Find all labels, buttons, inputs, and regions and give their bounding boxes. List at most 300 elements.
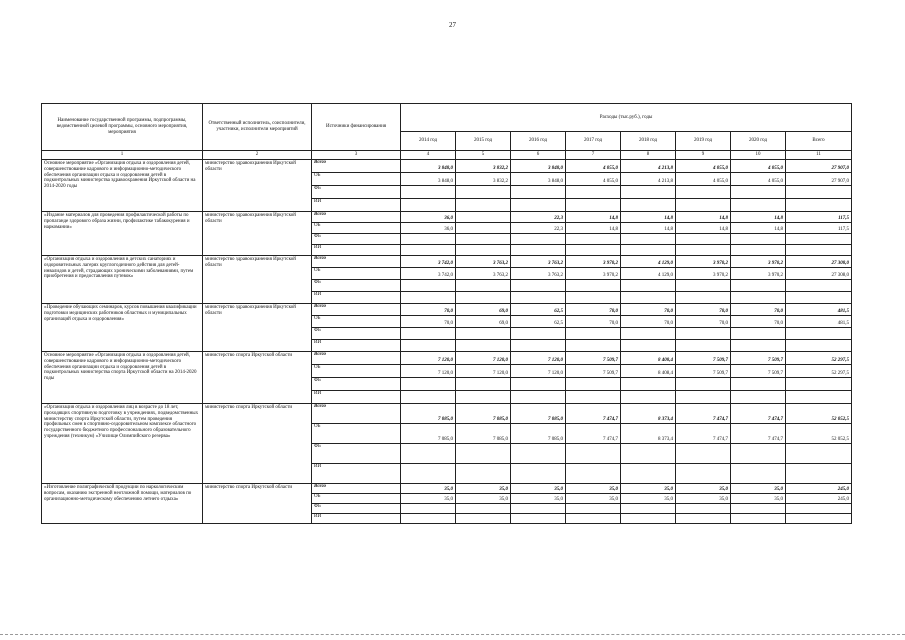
amount-cell: 4 055,0 bbox=[676, 160, 731, 173]
amount-cell bbox=[401, 464, 456, 484]
amount-cell: 7 085,0 bbox=[401, 404, 456, 424]
amount-total: 245,0 bbox=[786, 484, 852, 494]
amount-cell bbox=[566, 199, 621, 212]
amount-cell bbox=[676, 504, 731, 514]
amount-cell bbox=[731, 292, 786, 304]
amount-cell bbox=[401, 245, 456, 256]
funding-source: ФБ bbox=[312, 328, 401, 340]
funding-source: ИИ bbox=[312, 199, 401, 212]
amount-cell: 7 120,0 bbox=[456, 352, 511, 365]
amount-cell: 7 474,7 bbox=[676, 424, 731, 444]
activity-name: «Издание материалов для проведения профилактической работы по пропаганде здорового образа жизни, профилактике табакокурения и наркомании» bbox=[42, 212, 203, 256]
activity-name: «Организация отдыха и оздоровления лиц в возрасте до 18 лет, проходящих спортивную подготовку в учреждениях, подведомственных министерству спорта Иркутской области, путем проведения профильных смен в спортивно-оздоровительном комплексе областного государственного бюджетного профессионального образовательного учреждения (техникум) «Училище Олимпийского резерва» bbox=[42, 404, 203, 484]
amount-cell: 70,0 bbox=[731, 304, 786, 316]
amount-cell: 14,8 bbox=[566, 212, 621, 223]
funding-source: ИИ bbox=[312, 245, 401, 256]
amount-total bbox=[786, 328, 852, 340]
amount-cell bbox=[731, 464, 786, 484]
amount-cell: 35,0 bbox=[676, 494, 731, 504]
column-number: 9 bbox=[676, 151, 731, 160]
amount-total bbox=[786, 514, 852, 524]
table-row bbox=[42, 352, 852, 365]
amount-cell bbox=[676, 292, 731, 304]
funding-source: ИИ bbox=[312, 340, 401, 352]
amount-cell bbox=[676, 391, 731, 404]
amount-cell: 7 509,7 bbox=[566, 352, 621, 365]
amount-cell bbox=[456, 391, 511, 404]
amount-cell: 35,0 bbox=[401, 484, 456, 494]
amount-cell bbox=[511, 328, 566, 340]
funding-source: ФБ bbox=[312, 280, 401, 292]
amount-cell bbox=[511, 444, 566, 464]
table-row bbox=[42, 404, 852, 424]
amount-cell bbox=[456, 223, 511, 234]
executor: министерство здравоохранения Иркутской области bbox=[203, 160, 312, 212]
amount-cell: 8 373,4 bbox=[621, 424, 676, 444]
funding-source: ОБ bbox=[312, 494, 401, 504]
amount-cell: 7 474,7 bbox=[731, 404, 786, 424]
amount-total: 52 052,5 bbox=[786, 424, 852, 444]
funding-source: ФБ bbox=[312, 186, 401, 199]
amount-cell bbox=[401, 199, 456, 212]
amount-cell: 70,0 bbox=[401, 316, 456, 328]
amount-total: 245,0 bbox=[786, 494, 852, 504]
amount-cell bbox=[456, 504, 511, 514]
amount-total: 27 907,0 bbox=[786, 160, 852, 173]
amount-cell bbox=[456, 328, 511, 340]
amount-cell: 3 970,2 bbox=[566, 268, 621, 280]
amount-cell bbox=[456, 245, 511, 256]
amount-cell: 35,0 bbox=[731, 484, 786, 494]
amount-cell bbox=[511, 292, 566, 304]
amount-cell bbox=[676, 444, 731, 464]
amount-cell: 8 373,4 bbox=[621, 404, 676, 424]
amount-cell bbox=[731, 391, 786, 404]
amount-cell bbox=[621, 464, 676, 484]
amount-cell bbox=[566, 280, 621, 292]
budget-table bbox=[41, 103, 852, 524]
amount-cell bbox=[676, 199, 731, 212]
header-year: 2019 год bbox=[676, 132, 731, 151]
amount-cell: 7 474,7 bbox=[566, 424, 621, 444]
page-number: 27 bbox=[449, 21, 456, 29]
amount-cell bbox=[511, 514, 566, 524]
executor: министерство здравоохранения Иркутской области bbox=[203, 256, 312, 304]
amount-cell: 7 085,0 bbox=[511, 424, 566, 444]
activity-name: «Организация отдыха и оздоровления в детских санаториях и оздоровительных лагерях круглогодичного действия для детей-инвалидов и детей, страдающих хроническими заболеваниями, путем приобретения и предоставления путевок» bbox=[42, 256, 203, 304]
funding-source: ФБ bbox=[312, 504, 401, 514]
amount-cell bbox=[511, 245, 566, 256]
amount-cell: 14,8 bbox=[566, 223, 621, 234]
amount-cell: 70,0 bbox=[401, 304, 456, 316]
amount-cell bbox=[566, 391, 621, 404]
amount-cell bbox=[621, 280, 676, 292]
header-source: Источники финансирования bbox=[312, 104, 401, 151]
amount-cell: 35,0 bbox=[566, 484, 621, 494]
amount-cell: 3 848,0 bbox=[401, 160, 456, 173]
amount-cell: 35,0 bbox=[456, 484, 511, 494]
amount-cell bbox=[621, 378, 676, 391]
amount-total: 52 297,5 bbox=[786, 352, 852, 365]
amount-cell: 4 055,0 bbox=[566, 173, 621, 186]
amount-total bbox=[786, 444, 852, 464]
amount-cell: 7 120,0 bbox=[511, 365, 566, 378]
amount-total bbox=[786, 245, 852, 256]
amount-cell bbox=[676, 514, 731, 524]
amount-cell: 4 055,0 bbox=[676, 173, 731, 186]
amount-cell: 4 055,0 bbox=[731, 173, 786, 186]
amount-cell: 3 763,2 bbox=[511, 268, 566, 280]
amount-cell: 3 742,0 bbox=[401, 256, 456, 268]
amount-cell: 4 213,8 bbox=[621, 173, 676, 186]
amount-cell bbox=[621, 234, 676, 245]
funding-source: ОБ bbox=[312, 365, 401, 378]
amount-cell: 35,0 bbox=[621, 484, 676, 494]
amount-cell: 4 129,0 bbox=[621, 256, 676, 268]
amount-cell: 35,0 bbox=[676, 484, 731, 494]
amount-cell: 7 509,7 bbox=[676, 365, 731, 378]
amount-total: 27 308,0 bbox=[786, 268, 852, 280]
amount-cell bbox=[401, 514, 456, 524]
amount-cell: 35,0 bbox=[621, 494, 676, 504]
amount-cell: 3 970,2 bbox=[676, 256, 731, 268]
amount-cell: 7 120,0 bbox=[401, 352, 456, 365]
amount-cell bbox=[566, 464, 621, 484]
amount-cell bbox=[566, 186, 621, 199]
header-total: Всего bbox=[786, 132, 852, 151]
amount-cell bbox=[401, 340, 456, 352]
amount-cell bbox=[676, 280, 731, 292]
amount-cell: 14,8 bbox=[621, 212, 676, 223]
funding-source: ИИ bbox=[312, 391, 401, 404]
amount-cell bbox=[401, 280, 456, 292]
header-year: 2020 год bbox=[731, 132, 786, 151]
amount-total: 27 907,0 bbox=[786, 173, 852, 186]
amount-cell bbox=[566, 245, 621, 256]
executor: министерство здравоохранения Иркутской области bbox=[203, 304, 312, 352]
amount-cell: 7 085,0 bbox=[456, 424, 511, 444]
amount-total bbox=[786, 340, 852, 352]
amount-cell bbox=[731, 444, 786, 464]
amount-cell: 7 120,0 bbox=[511, 352, 566, 365]
funding-source: ОБ bbox=[312, 316, 401, 328]
amount-cell bbox=[676, 186, 731, 199]
amount-cell: 35,0 bbox=[731, 494, 786, 504]
amount-cell bbox=[511, 186, 566, 199]
amount-cell bbox=[621, 391, 676, 404]
amount-cell: 14,8 bbox=[621, 223, 676, 234]
header-year: 2017 год bbox=[566, 132, 621, 151]
column-number: 4 bbox=[401, 151, 456, 160]
amount-cell bbox=[731, 514, 786, 524]
amount-cell bbox=[731, 199, 786, 212]
amount-cell: 7 474,7 bbox=[566, 404, 621, 424]
amount-cell: 3 763,2 bbox=[511, 256, 566, 268]
amount-cell bbox=[566, 444, 621, 464]
amount-cell: 7 509,7 bbox=[731, 352, 786, 365]
amount-cell bbox=[566, 292, 621, 304]
amount-cell bbox=[511, 234, 566, 245]
amount-cell bbox=[456, 234, 511, 245]
amount-cell bbox=[456, 212, 511, 223]
column-number: 1 bbox=[42, 151, 203, 160]
executor: министерство спорта Иркутской области bbox=[203, 352, 312, 404]
amount-cell: 3 832,2 bbox=[456, 173, 511, 186]
amount-cell bbox=[511, 504, 566, 514]
amount-cell: 3 763,2 bbox=[456, 268, 511, 280]
funding-source: ФБ bbox=[312, 234, 401, 245]
amount-cell bbox=[621, 199, 676, 212]
funding-source: Всего bbox=[312, 352, 401, 365]
amount-cell bbox=[456, 199, 511, 212]
amount-cell: 7 085,0 bbox=[511, 404, 566, 424]
amount-cell bbox=[621, 292, 676, 304]
amount-cell: 62,5 bbox=[511, 304, 566, 316]
amount-cell bbox=[401, 444, 456, 464]
amount-cell bbox=[566, 378, 621, 391]
amount-cell: 3 970,2 bbox=[731, 256, 786, 268]
amount-cell: 7 474,7 bbox=[676, 404, 731, 424]
amount-cell: 3 742,0 bbox=[401, 268, 456, 280]
amount-cell: 69,0 bbox=[456, 316, 511, 328]
amount-cell: 4 129,0 bbox=[621, 268, 676, 280]
amount-cell: 3 970,2 bbox=[731, 268, 786, 280]
amount-cell bbox=[511, 199, 566, 212]
header-year: 2015 год bbox=[456, 132, 511, 151]
column-number: 10 bbox=[731, 151, 786, 160]
funding-source: ИИ bbox=[312, 292, 401, 304]
amount-cell: 3 832,2 bbox=[456, 160, 511, 173]
amount-cell: 14,8 bbox=[676, 223, 731, 234]
amount-cell bbox=[511, 280, 566, 292]
amount-cell: 14,8 bbox=[676, 212, 731, 223]
amount-cell bbox=[731, 504, 786, 514]
amount-cell: 70,0 bbox=[621, 316, 676, 328]
amount-cell bbox=[676, 378, 731, 391]
executor: министерство спорта Иркутской области bbox=[203, 484, 312, 524]
amount-cell: 22,3 bbox=[511, 212, 566, 223]
amount-cell bbox=[676, 340, 731, 352]
amount-cell: 3 763,2 bbox=[456, 256, 511, 268]
amount-cell bbox=[621, 444, 676, 464]
amount-cell: 7 509,7 bbox=[676, 352, 731, 365]
amount-cell bbox=[511, 378, 566, 391]
column-number: 5 bbox=[456, 151, 511, 160]
amount-total bbox=[786, 378, 852, 391]
funding-source: ОБ bbox=[312, 424, 401, 444]
funding-source: ФБ bbox=[312, 444, 401, 464]
amount-total: 52 297,5 bbox=[786, 365, 852, 378]
amount-total bbox=[786, 280, 852, 292]
table-row bbox=[42, 304, 852, 316]
table-row bbox=[42, 212, 852, 223]
amount-total: 117,5 bbox=[786, 223, 852, 234]
header-name: Наименование государственной программы, подпрограммы, ведомственной целевой программы, основного мероприятия, мероприятия bbox=[42, 104, 203, 151]
amount-cell: 35,0 bbox=[566, 494, 621, 504]
amount-cell bbox=[401, 292, 456, 304]
amount-cell: 7 085,0 bbox=[401, 424, 456, 444]
funding-source: ФБ bbox=[312, 378, 401, 391]
amount-cell: 3 848,0 bbox=[511, 160, 566, 173]
amount-cell bbox=[731, 280, 786, 292]
amount-cell: 35,0 bbox=[511, 484, 566, 494]
amount-cell bbox=[511, 391, 566, 404]
funding-source: ОБ bbox=[312, 223, 401, 234]
amount-cell bbox=[511, 464, 566, 484]
column-numbers-row bbox=[42, 151, 852, 160]
amount-total bbox=[786, 234, 852, 245]
amount-cell: 62,5 bbox=[511, 316, 566, 328]
amount-cell bbox=[621, 504, 676, 514]
header-expenses: Расходы (тыс.руб.), годы bbox=[401, 104, 852, 132]
activity-name: Основное мероприятие «Организация отдыха и оздоровления детей, совершенствование кадрового и информационно-методического обеспечения организации отдыха и оздоровления детей в подконтрольных министерства здравоохранения Иркутской области на 2014-2020 годы bbox=[42, 160, 203, 212]
column-number: 7 bbox=[566, 151, 621, 160]
amount-cell bbox=[676, 328, 731, 340]
funding-source: ОБ bbox=[312, 173, 401, 186]
amount-cell: 4 055,0 bbox=[731, 160, 786, 173]
amount-cell bbox=[401, 234, 456, 245]
amount-cell bbox=[731, 234, 786, 245]
funding-source: ИИ bbox=[312, 464, 401, 484]
amount-cell: 8 408,4 bbox=[621, 365, 676, 378]
amount-cell: 14,8 bbox=[731, 223, 786, 234]
amount-cell bbox=[456, 186, 511, 199]
amount-cell bbox=[401, 186, 456, 199]
funding-source: Всего bbox=[312, 160, 401, 173]
amount-cell bbox=[401, 378, 456, 391]
amount-cell: 3 848,0 bbox=[511, 173, 566, 186]
amount-cell bbox=[621, 340, 676, 352]
amount-cell bbox=[621, 328, 676, 340]
amount-cell bbox=[566, 340, 621, 352]
amount-cell: 70,0 bbox=[566, 304, 621, 316]
amount-cell: 4 055,0 bbox=[566, 160, 621, 173]
funding-source: Всего bbox=[312, 484, 401, 494]
amount-cell bbox=[456, 378, 511, 391]
amount-cell bbox=[511, 340, 566, 352]
amount-cell bbox=[731, 245, 786, 256]
amount-total: 52 052,5 bbox=[786, 404, 852, 424]
amount-total: 117,5 bbox=[786, 212, 852, 223]
amount-cell bbox=[566, 504, 621, 514]
amount-cell: 70,0 bbox=[566, 316, 621, 328]
amount-cell: 3 970,2 bbox=[566, 256, 621, 268]
header-year: 2014 год bbox=[401, 132, 456, 151]
amount-cell: 70,0 bbox=[731, 316, 786, 328]
column-number: 8 bbox=[621, 151, 676, 160]
amount-cell: 22,3 bbox=[511, 223, 566, 234]
amount-cell bbox=[676, 245, 731, 256]
amount-cell bbox=[676, 234, 731, 245]
executor: министерство здравоохранения Иркутской области bbox=[203, 212, 312, 256]
amount-total: 481,5 bbox=[786, 304, 852, 316]
amount-cell bbox=[566, 234, 621, 245]
amount-cell bbox=[401, 328, 456, 340]
amount-cell: 35,0 bbox=[456, 494, 511, 504]
amount-cell bbox=[456, 464, 511, 484]
amount-cell bbox=[456, 514, 511, 524]
amount-total: 27 308,0 bbox=[786, 256, 852, 268]
amount-total bbox=[786, 391, 852, 404]
column-number: 11 bbox=[786, 151, 852, 160]
amount-cell bbox=[456, 340, 511, 352]
header-year: 2018 год bbox=[621, 132, 676, 151]
scan-edge-line bbox=[0, 634, 905, 636]
amount-cell: 69,0 bbox=[456, 304, 511, 316]
amount-cell bbox=[566, 514, 621, 524]
amount-cell: 70,0 bbox=[676, 316, 731, 328]
amount-cell: 35,0 bbox=[511, 494, 566, 504]
funding-source: Всего bbox=[312, 212, 401, 223]
amount-cell: 8 408,4 bbox=[621, 352, 676, 365]
amount-cell bbox=[731, 340, 786, 352]
table-row bbox=[42, 484, 852, 494]
amount-cell: 3 848,0 bbox=[401, 173, 456, 186]
amount-cell bbox=[456, 444, 511, 464]
amount-total bbox=[786, 464, 852, 484]
funding-source: ОБ bbox=[312, 268, 401, 280]
column-number: 2 bbox=[203, 151, 312, 160]
funding-source: Всего bbox=[312, 304, 401, 316]
amount-cell bbox=[621, 514, 676, 524]
table-row bbox=[42, 160, 852, 173]
amount-cell: 7 509,7 bbox=[731, 365, 786, 378]
header-executor: Ответственный исполнитель, соисполнители, участники, исполнители мероприятий bbox=[203, 104, 312, 151]
amount-cell bbox=[456, 292, 511, 304]
amount-cell bbox=[731, 378, 786, 391]
amount-cell: 35,0 bbox=[401, 494, 456, 504]
funding-source: ИИ bbox=[312, 514, 401, 524]
table-header bbox=[42, 104, 852, 160]
amount-cell: 70,0 bbox=[676, 304, 731, 316]
activity-name: «Изготовление полиграфической продукции по наркологическим вопросам, оказанию экстренной неотложной помощи, материалов по организационно-методическому обеспечению летнего отдыха» bbox=[42, 484, 203, 524]
column-number: 3 bbox=[312, 151, 401, 160]
column-number: 6 bbox=[511, 151, 566, 160]
amount-cell: 14,8 bbox=[731, 212, 786, 223]
amount-total bbox=[786, 186, 852, 199]
amount-cell: 7 509,7 bbox=[566, 365, 621, 378]
amount-total bbox=[786, 504, 852, 514]
amount-cell: 7 120,0 bbox=[456, 365, 511, 378]
table-row bbox=[42, 256, 852, 268]
amount-cell bbox=[731, 328, 786, 340]
funding-source: Всего bbox=[312, 256, 401, 268]
amount-cell bbox=[621, 245, 676, 256]
funding-source: Всего bbox=[312, 404, 401, 424]
amount-cell: 4 213,8 bbox=[621, 160, 676, 173]
header-year: 2016 год bbox=[511, 132, 566, 151]
amount-cell: 36,0 bbox=[401, 223, 456, 234]
amount-cell bbox=[731, 186, 786, 199]
amount-cell: 36,0 bbox=[401, 212, 456, 223]
executor: министерство спорта Иркутской области bbox=[203, 404, 312, 484]
amount-cell: 3 970,2 bbox=[676, 268, 731, 280]
amount-cell bbox=[401, 504, 456, 514]
amount-cell: 70,0 bbox=[621, 304, 676, 316]
amount-total: 481,5 bbox=[786, 316, 852, 328]
amount-total bbox=[786, 199, 852, 212]
amount-cell bbox=[456, 280, 511, 292]
activity-name: «Проведение обучающих семинаров, курсов повышения квалификации подготовки медицинских работников областных и муниципальных организаций отдыха и оздоровления» bbox=[42, 304, 203, 352]
amount-cell bbox=[676, 464, 731, 484]
amount-total bbox=[786, 292, 852, 304]
table-body bbox=[42, 160, 852, 524]
amount-cell: 7 085,0 bbox=[456, 404, 511, 424]
amount-cell bbox=[566, 328, 621, 340]
amount-cell bbox=[401, 391, 456, 404]
amount-cell bbox=[621, 186, 676, 199]
amount-cell: 7 120,0 bbox=[401, 365, 456, 378]
